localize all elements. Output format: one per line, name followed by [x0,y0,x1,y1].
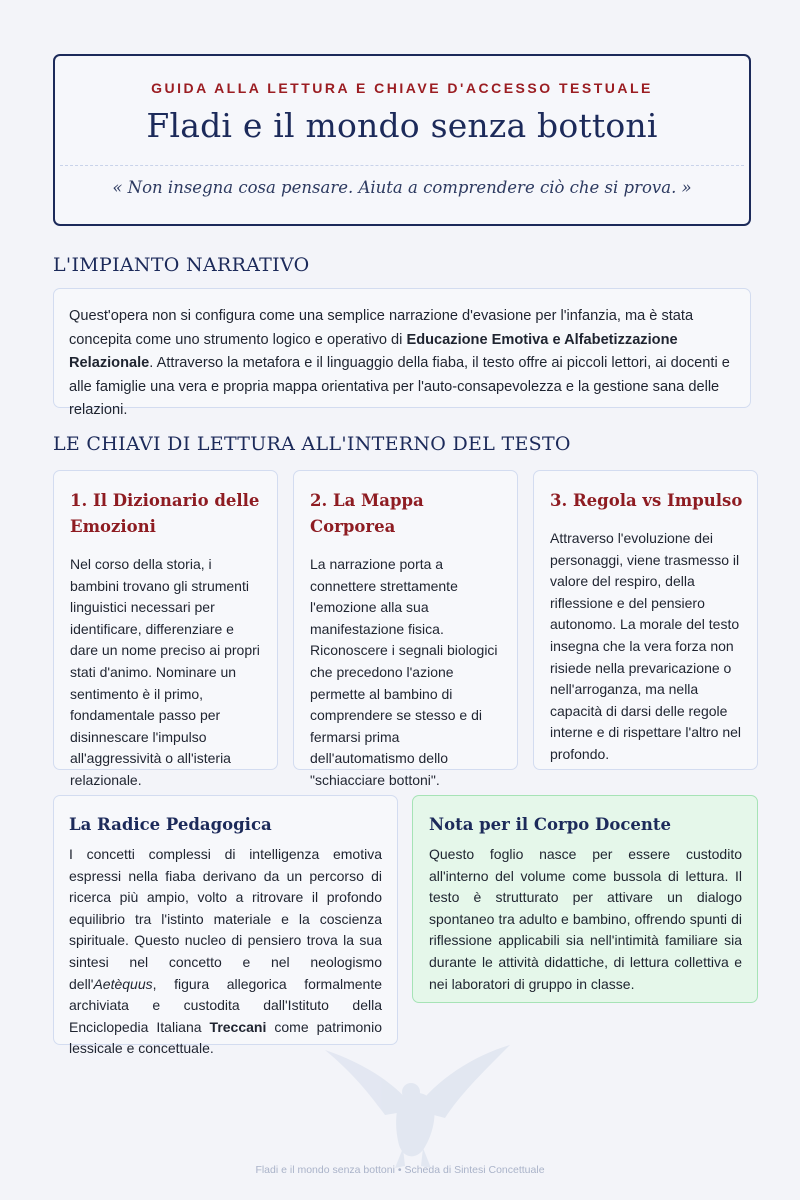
key-card-title: 1. Il Dizionario delle Emozioni [70,491,260,536]
key-card-regola [533,470,758,770]
radice-italic-term: Aetèquus [93,975,153,992]
header-kicker: GUIDA ALLA LETTURA E CHIAVE D'ACCESSO TESTUALE [151,80,653,96]
intro-text-bold: Educazione Emotiva e Alfabetizzazione Relazionale [69,331,678,371]
nota-title: Nota per il Corpo Docente [429,815,671,834]
radice-body [69,844,382,1060]
page-title: Fladi e il mondo senza bottoni [146,106,658,145]
key-card-body: Attraverso l'evoluzione dei personaggi, viene trasmesso il valore del respiro, della riflessione e del pensiero autonomo. La morale del testo insegna che la vera forza non risiede nella prevaricazione o nell'arroganza, ma nella capacità di darsi delle regole interne e di rispettare l'altro nel profondo. [550,530,741,762]
key-card-mappa [293,470,518,788]
key-card-body: La narrazione porta a connettere strettamente l'emozione alla sua manifestazione fisica. Riconoscere i segnali biologici che precedono l'azione permette al bambino di comprendere se stesso e di fermarsi prima dell'automatismo dello "schiacciare bottoni". [310,556,498,788]
radice-text-2: , figura allegorica formalmente archiviata e custodita dall'Istituto della Enciclopedia Italiana [69,975,382,1035]
radice-text-1: I concetti complessi di intelligenza emotiva espressi nella fiaba derivano da un percorso di ricerca più ampio, volto a ritrovare il profondo equilibrio tra l'istinto materiale e la coscienza spirituale. Questo nucleo di pensiero trova la sua sintesi nel concetto e nel neologismo dell' [69,846,382,992]
intro-text-end: . Attraverso la metafora e il linguaggio della fiaba, il testo offre ai piccoli lettori, ai docenti e alle famiglie una vera e propria mappa orientativa per l'auto-consapevolezza e la gestione sana delle relazioni. [69,355,730,418]
page-footer: Fladi e il mondo senza bottoni • Scheda di Sintesi Concettuale [255,1164,545,1176]
radice-card [53,795,398,1057]
radice-text-3: come patrimonio lessicale e concettuale. [69,1018,382,1057]
radice-title: La Radice Pedagogica [69,815,272,834]
intro-text-start: Quest'opera non si configura come una semplice narrazione d'evasione per l'infanzia, ma è stata concepita come uno strumento logico e operativo di [69,308,694,348]
radice-bold-term: Treccani [209,1018,267,1035]
intro-card [53,288,751,418]
header-quote: « Non insegna cosa pensare. Aiuta a comprendere ciò che si prova. » [112,178,692,197]
key-card-dizionario [53,470,278,788]
header-box [53,54,751,226]
section-heading-impianto: L'IMPIANTO NARRATIVO [53,254,310,276]
section-heading-chiavi: LE CHIAVI DI LETTURA ALL'INTERNO DEL TESTO [53,433,571,455]
nota-card [412,795,758,1003]
nota-body: Questo foglio nasce per essere custodito all'interno del volume come bussola di lettura. Il testo è strutturato per attivare un dialogo spontaneo tra adulto e bambino, offrendo spunti di riflessione applicabili sia nell'intimità familiare sia durante le attività didattiche, di lettura collettiva e nei laboratori di gruppo in classe. [429,846,742,992]
key-card-title: 2. La Mappa Corporea [310,491,424,536]
key-card-body: Nel corso della storia, i bambini trovano gli strumenti linguistici necessari per identificare, differenziare e dare un nome preciso ai propri stati d'animo. Nominare un sentimento è il primo, fondamentale passo per disinnescare l'impulso all'aggressività o all'isteria relazionale. [70,556,260,788]
winged-creature-watermark-icon [315,1040,515,1170]
header-divider [60,165,744,166]
key-card-title: 3. Regola vs Impulso [550,491,743,510]
